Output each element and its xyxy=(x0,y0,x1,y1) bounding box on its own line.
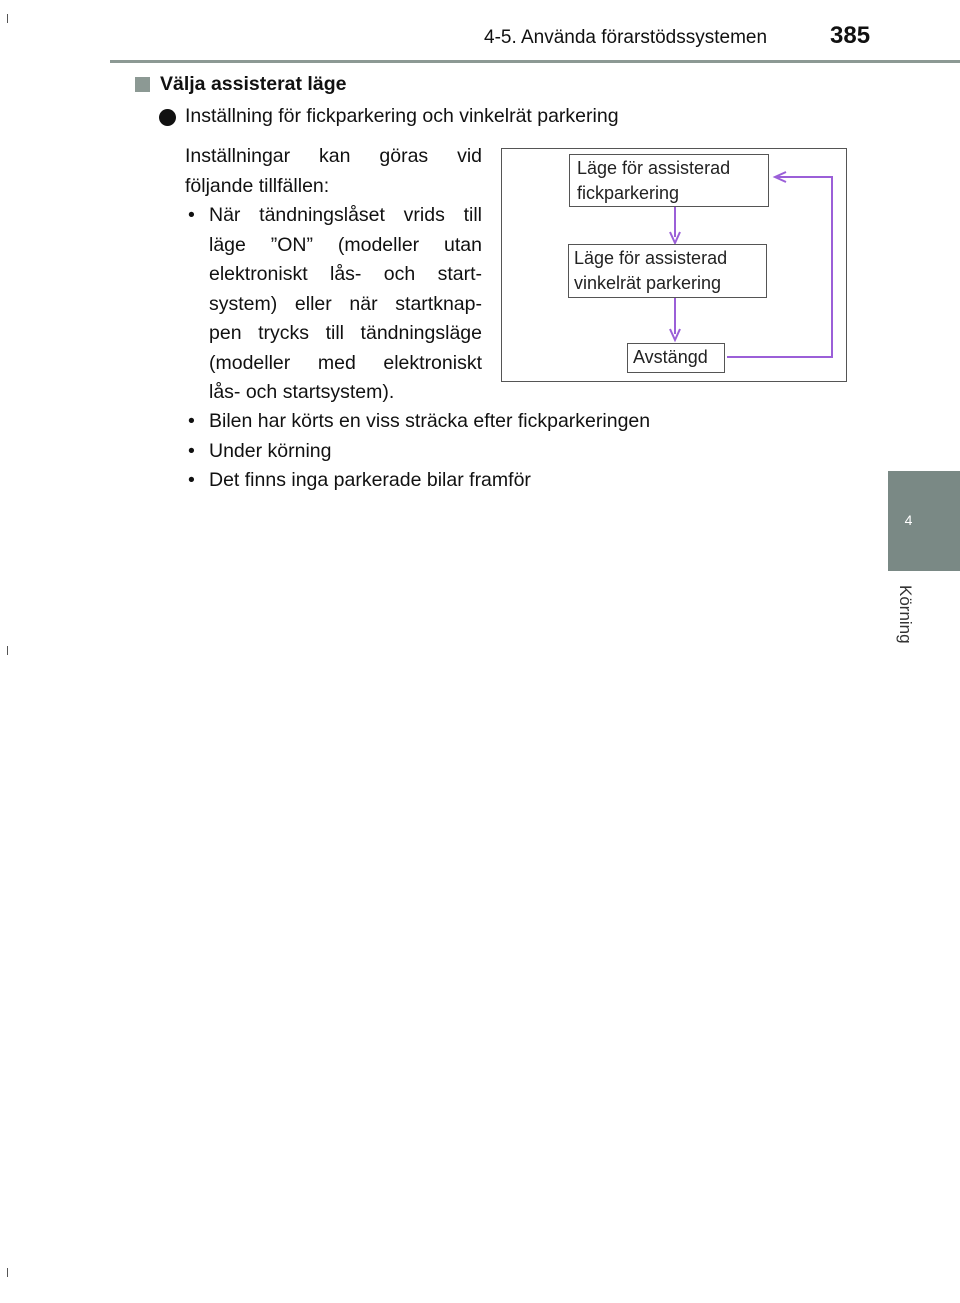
bullet-line: elektroniskt lås- och start- xyxy=(209,263,482,285)
bullet-item-4: Det finns inga parkerade bilar framför xyxy=(209,469,531,491)
bullet-dot: • xyxy=(188,440,195,462)
page-number: 385 xyxy=(830,22,871,49)
mode-box-line: vinkelrät parkering xyxy=(574,273,722,293)
mode-box-perpendicular-parking xyxy=(568,244,767,298)
header-divider xyxy=(110,60,960,63)
crop-mark-middle xyxy=(7,646,8,655)
chapter-side-label-text: Körning xyxy=(896,585,915,644)
bullet-dot: • xyxy=(188,469,195,491)
intro-line: följande tillfällen: xyxy=(185,174,330,197)
mode-box-line: Läge för assisterad xyxy=(574,248,728,268)
intro-paragraph xyxy=(185,142,482,201)
section-square-icon xyxy=(135,77,150,92)
bullet-line: (modeller med elektroniskt xyxy=(209,351,482,374)
mode-box-line: fickparkering xyxy=(577,183,680,203)
bullet-item-3: Under körning xyxy=(209,440,332,462)
bullet-line: lås- och startsystem). xyxy=(209,381,395,403)
circle-bullet-icon xyxy=(159,109,176,126)
subsection-title: Inställning för fickparkering och vinkelrät parkering xyxy=(185,105,619,127)
mode-box-off xyxy=(627,343,725,373)
chapter-title: 4-5. Använda förarstödssystemen xyxy=(484,27,768,48)
crop-mark-top xyxy=(7,14,8,23)
bullet-line: läge ”ON” (modeller utan xyxy=(209,233,482,256)
bullet-line: pen trycks till tändningsläge xyxy=(209,322,482,344)
bullet-dot: • xyxy=(188,204,195,226)
bullet-line: När tändningslåset vrids till xyxy=(209,204,482,226)
bullet-item-1 xyxy=(209,201,482,408)
mode-box-line: Läge för assisterad xyxy=(577,158,731,178)
intro-line: Inställningar kan göras vid xyxy=(185,145,482,167)
crop-mark-bottom xyxy=(7,1268,8,1277)
bullet-item-2: Bilen har körts en viss sträcka efter fickparkeringen xyxy=(209,410,651,432)
chapter-tab-number: 4 xyxy=(904,512,913,528)
section-title: Välja assisterat läge xyxy=(160,73,347,95)
mode-box-line: Avstängd xyxy=(633,347,708,367)
chapter-side-label xyxy=(893,585,933,655)
bullet-line: system) eller när startknap- xyxy=(209,292,482,315)
bullet-dot: • xyxy=(188,410,195,432)
mode-cycle-diagram xyxy=(501,148,847,382)
mode-box-pocket-parking xyxy=(569,154,769,207)
